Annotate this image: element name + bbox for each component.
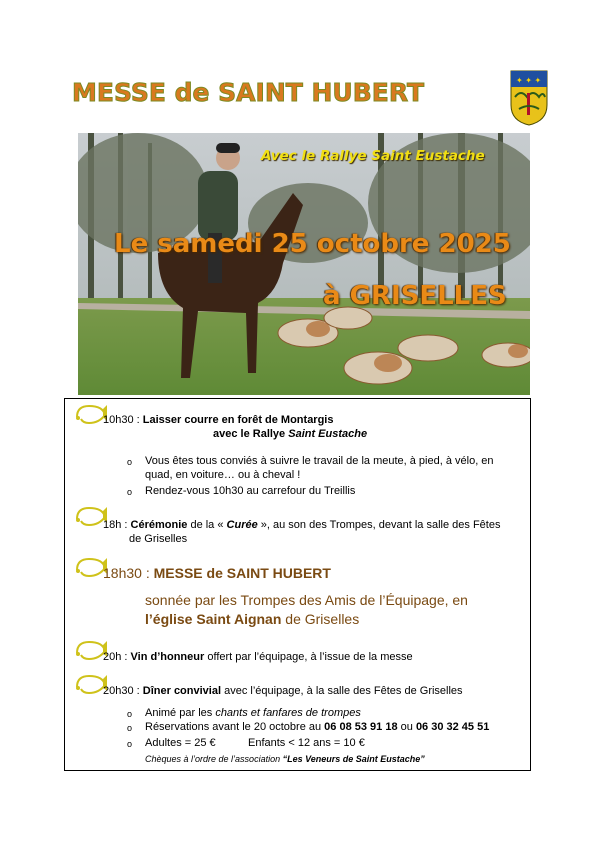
item5-line: 20h30 : Dîner convivial avec l’équipage, à la salle des Fêtes de Griselles: [103, 685, 463, 697]
cheques-note: Chèques à l’ordre de l’association “Les Veneurs de Saint Eustache”: [145, 754, 425, 764]
bullet-icon: o: [127, 723, 133, 733]
bullet-icon: o: [127, 457, 133, 467]
item1-bullet2: Rendez-vous 10h30 au carrefour du Treillis: [145, 485, 356, 497]
item2-line2: de Griselles: [129, 533, 188, 545]
page-title: MESSE de SAINT HUBERT: [72, 78, 425, 107]
svg-text:✦ ✦ ✦: ✦ ✦ ✦: [516, 76, 542, 85]
rallye-overlay: Avec le Rallye Saint Eustache: [261, 148, 485, 164]
program-box: [64, 398, 531, 771]
item5-bullet3-children: Enfants < 12 ans = 10 €: [248, 737, 365, 749]
item5-bullet3-adults: Adultes = 25 €: [145, 737, 216, 749]
item1-line2: avec le Rallye Saint Eustache: [213, 428, 368, 440]
item3-line2: sonnée par les Trompes des Amis de l’Équipage, en: [145, 592, 468, 608]
item3-line3: l’église Saint Aignan de Griselles: [145, 611, 360, 627]
item4-line: 20h : Vin d’honneur offert par l’équipage, à l’issue de la messe: [103, 651, 413, 663]
item1-bullet1-cont: quad, en voiture… ou à cheval !: [145, 469, 301, 481]
bullet-icon: o: [127, 487, 133, 497]
item1-line: 10h30 : Laisser courre en forêt de Montargis: [103, 414, 334, 426]
place-overlay: à GRISELLES: [323, 281, 507, 311]
village-crest-icon: [509, 69, 549, 127]
item2-line: 18h : Cérémonie de la « Curée », au son des Trompes, devant la salle des Fêtes: [103, 519, 501, 531]
hunt-photo: [78, 133, 530, 395]
item5-bullet2: Réservations avant le 20 octobre au 06 08 53 91 18 ou 06 30 32 45 51: [145, 721, 490, 733]
bullet-icon: o: [127, 739, 133, 749]
item1-bullet1: Vous êtes tous conviés à suivre le travail de la meute, à pied, à vélo, en: [145, 455, 494, 467]
bullet-icon: o: [127, 709, 133, 719]
date-overlay: Le samedi 25 octobre 2025: [114, 229, 511, 259]
item3-line: 18h30 : MESSE de SAINT HUBERT: [103, 565, 331, 581]
item5-bullet1: Animé par les chants et fanfares de trompes: [145, 707, 361, 719]
